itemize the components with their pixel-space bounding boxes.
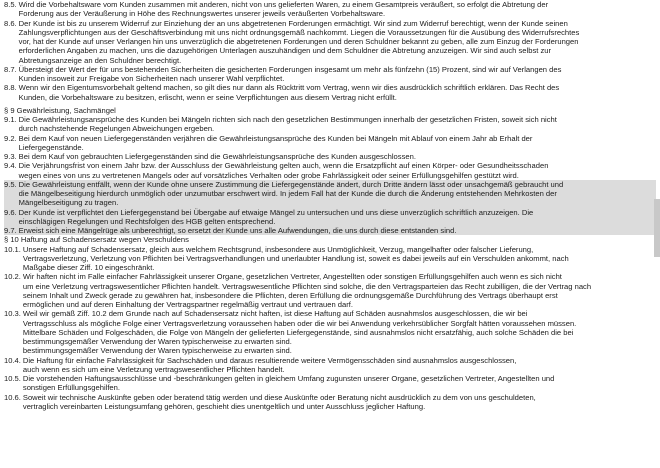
clause-number: 9.2. bbox=[4, 133, 17, 143]
clause-text: Die vorstehenden Haftungsausschlüsse und -beschränkungen gelten in gleichem Umfang zugunsten unserer Organe, gesetzlichen Vertreter, Angestellten und sonstigen Erfüllungsgehilfen. bbox=[22, 374, 555, 393]
clause-text: Die Gewährleistung entfällt, wenn der Kunde ohne unsere Zustimmung die Liefergegenstände ändert, durch Dritte ändern lässt oder unsachgemäß gebraucht und die Mängelbeseitigung hierdurch unmöglich oder unzumutbar erschwert wird. In jedem Fall hat der Kunde die durch die Änderung entstehenden Mehrkosten der Mängelbeseitigung zu tragen. bbox=[18, 179, 564, 208]
clause-number: 10.4. bbox=[4, 355, 21, 365]
clause-number: 9.1. bbox=[4, 115, 17, 124]
clause-item bbox=[4, 226, 656, 235]
clause-item bbox=[4, 180, 656, 208]
clause-item bbox=[4, 0, 656, 19]
clause-item bbox=[4, 152, 656, 161]
clause-item bbox=[4, 356, 656, 375]
clause-item bbox=[4, 245, 656, 273]
clause-number: 9.7. bbox=[4, 226, 17, 235]
clause-text: Unsere Haftung auf Schadensersatz, gleich aus welchem Rechtsgrund, insbesondere aus Unmöglichkeit, Verzug, mangelhafter oder falscher Lieferung, Vertragsverletzung, Verletzung von Pflichten bei Vertragsverhandlungen und unerlaubter Handlung ist, soweit es dabei jeweils auf ein Verschulden ankommt, nach Maßgabe dieser Ziff. 10 eingeschränkt. bbox=[22, 244, 569, 272]
clause-number: 8.6. bbox=[4, 18, 17, 28]
clause-number: 8.7. bbox=[4, 64, 17, 74]
clause-text: Die Gewährleistungsansprüche des Kunden bei Mängeln richten sich nach den gesetzlichen Bestimmungen innerhalb der gesetzlichen Fristen, soweit sich nicht durch nachstehende Regelungen Abweichungen ergeben. bbox=[18, 115, 557, 134]
clause-text: Soweit wir technische Auskünfte geben oder beratend tätig werden und diese Auskünfte oder Beratung nicht ausdrücklich zu dem von uns geschuldeten, vertraglich vereinbarten Leistungsumfang gehören, geschieht dies unentgeltlich und unter Ausschluss jeglicher Haftung. bbox=[22, 392, 536, 411]
clause-item bbox=[4, 65, 656, 84]
clause-number: 10.1. bbox=[4, 244, 21, 254]
clause-text: Der Kunde ist verpflichtet den Liefergegenstand bei Übergabe auf etwaige Mängel zu untersuchen und uns diese unverzüglich schriftlich anzuzeigen. Die einschlägigen Regelungen und Rechtsfolgen des HGB gelten entsprechend. bbox=[18, 207, 534, 226]
clause-number: 8.5. bbox=[4, 0, 17, 9]
clause-number: 9.6. bbox=[4, 207, 17, 217]
clause-item bbox=[4, 134, 656, 153]
clause-text: Übersteigt der Wert der für uns bestehenden Sicherheiten die gesicherten Forderungen insgesamt um mehr als fünfzehn (15) Prozent, sind wir auf Verlangen des Kunden insoweit zur Freigabe von Sicherheiten nach unserer Wahl verpflichtet. bbox=[18, 64, 562, 83]
clause-item bbox=[4, 115, 656, 134]
clause-item bbox=[4, 374, 656, 393]
clause-text: Wird die Vorbehaltsware vom Kunden zusammen mit anderen, nicht von uns gelieferten Waren, zu einem Gesamtpreis veräußert, so erfolgt die Abtretung der Forderung aus der Veräußerung in Höhe des Rechnungswertes unserer jeweils veräußerten Vorbehaltsware. bbox=[18, 0, 549, 19]
clause-item bbox=[4, 393, 656, 412]
clause-text: Bei dem Kauf von gebrauchten Liefergegenständen sind die Gewährleistungsansprüche des Kunden ausgeschlossen. bbox=[18, 152, 416, 161]
clause-text: Erweist sich eine Mängelrüge als unberechtigt, so ersetzt der Kunde uns alle Aufwendungen, die uns durch diese entstanden sind. bbox=[18, 226, 457, 235]
clause-text: Wenn wir den Eigentumsvorbehalt geltend machen, so gilt dies nur dann als Rücktritt vom Vertrag, wenn wir dies ausdrücklich schriftlich erklären. Das Recht des Kunden, die Vorbehaltsware zu besitzen, erlischt, wenn er seine Verpflichtungen aus diesem Vertrag nicht erfüllt. bbox=[18, 83, 560, 102]
clause-text: Der Kunde ist bis zu unserem Widerruf zur Einziehung der an uns abgetretenen Forderungen ermächtigt. Wir sind zum Widerruf berechtigt, wenn der Kunde seinen Zahlungsverpflichtungen aus der Geschäftsverbindung mit uns nicht ordnungsgemäß nachkommt. Liegen die Voraussetzungen für die Ausübung des Widerrufsrechtes vor, hat der Kunde auf unser Verlangen hin uns unverzüglich die abgetretenen Forderungen und deren Schuldner bekannt zu geben, alle zum Einzug der Forderungen erforderlichen Angaben zu machen, uns die dazugehörigen Unterlagen auszuhändigen und dem Schuldner die Abtretung anzuzeigen. Wir sind auch selbst zur Abtretungsanzeige an den Schuldner berechtigt. bbox=[18, 18, 580, 65]
clause-number: 10.6. bbox=[4, 392, 21, 402]
clause-item bbox=[4, 208, 656, 227]
clause-number: 8.8. bbox=[4, 83, 17, 93]
clause-item bbox=[4, 83, 656, 102]
clause-number: 9.5. bbox=[4, 179, 17, 189]
clause-item bbox=[4, 161, 656, 180]
clause-number: 10.3. bbox=[4, 309, 21, 319]
section-10-heading: § 10 Haftung auf Schadensersatz wegen Verschuldens bbox=[4, 235, 189, 245]
clause-text: Die Verjährungsfrist von einem Jahr bzw. der Ausschluss der Gewährleistung gelten auch, wenn die Ersatzpflicht auf einen Körper- oder Gesundheitsschaden wegen eines von uns zu vertretenen Mangels oder auf vorsätzliches Verhalten oder grobe Fahrlässigkeit oder seiner Erfüllungsgehilfen gestützt wird. bbox=[18, 161, 549, 180]
clause-number: 10.2. bbox=[4, 272, 21, 282]
clause-number: 9.4. bbox=[4, 161, 17, 171]
clause-text: Die Haftung für einfache Fahrlässigkeit für Sachschäden und daraus resultierende weitere Vermögensschäden sind ausnahmslos ausgeschlossen, auch wenn es sich um eine Verletzung vertragswesentlicher Pflichten handelt. bbox=[22, 355, 517, 374]
clause-item bbox=[4, 19, 656, 65]
section-9-heading: § 9 Gewährleistung, Sachmängel bbox=[4, 105, 116, 115]
clause-item bbox=[4, 272, 656, 309]
clause-number: 10.5. bbox=[4, 374, 21, 383]
clause-list-section-10 bbox=[4, 245, 656, 412]
clause-list-section-8 bbox=[4, 0, 656, 102]
clause-number: 9.3. bbox=[4, 152, 17, 161]
scrollbar-thumb[interactable] bbox=[654, 199, 660, 257]
clause-item bbox=[4, 309, 656, 355]
clause-text: Bei dem Kauf von neuen Liefergegenständen verjähren die Gewährleistungsansprüche des Kunden bei Mängeln mit Ablauf von einem Jahr ab Erhalt der Liefergegenstände. bbox=[18, 133, 533, 152]
clause-text: Wir haften nicht im Falle einfacher Fahrlässigkeit unserer Organe, gesetzlichen Vertreter, Angestellten oder sonstigen Erfüllungsgehilfen auch wenn es sich nicht um eine Verletzung vertragswesentlicher Pflichten handelt. Vertragswesentliche Pflichten sind solche, die den Vertragsparteien das Recht zubilligen, die der Vertrag nach seinem Inhalt und Zweck gerade zu gewähren hat, insbesondere die Pflichten, deren Erfüllung die ordnungsgemäße Durchführung des Vertrags überhaupt erst ermöglichen und auf deren Einhaltung der Vertragspartner regelmäßig vertraut und vertrauen darf. bbox=[22, 272, 592, 309]
clause-text: Weil wir gemäß Ziff. 10.2 dem Grunde nach auf Schadensersatz nicht haften, ist diese Haftung auf Schäden ausnahmslos ausgeschlossen, die wir bei Vertragsschluss als mögliche Folge einer Vertragsverletzung voraussehen haben oder die wir bei Anwendung verkehrsüblicher Sorgfalt hätten voraussehen müssen. Mittelbare Schäden und Folgeschäden, die Folge von Mängeln der gelieferten Liefergegenstände, sind ausnahmslos nicht ersatzfähig, auch solche Schäden die bei bestimmungsgemäßer Verwendung der Waren typischerweise zu erwarten sind. bestimmungsgemäßer Verwendung der Waren typischerweise zu erwarten sind. bbox=[22, 309, 577, 356]
clause-list-section-9 bbox=[4, 115, 656, 235]
